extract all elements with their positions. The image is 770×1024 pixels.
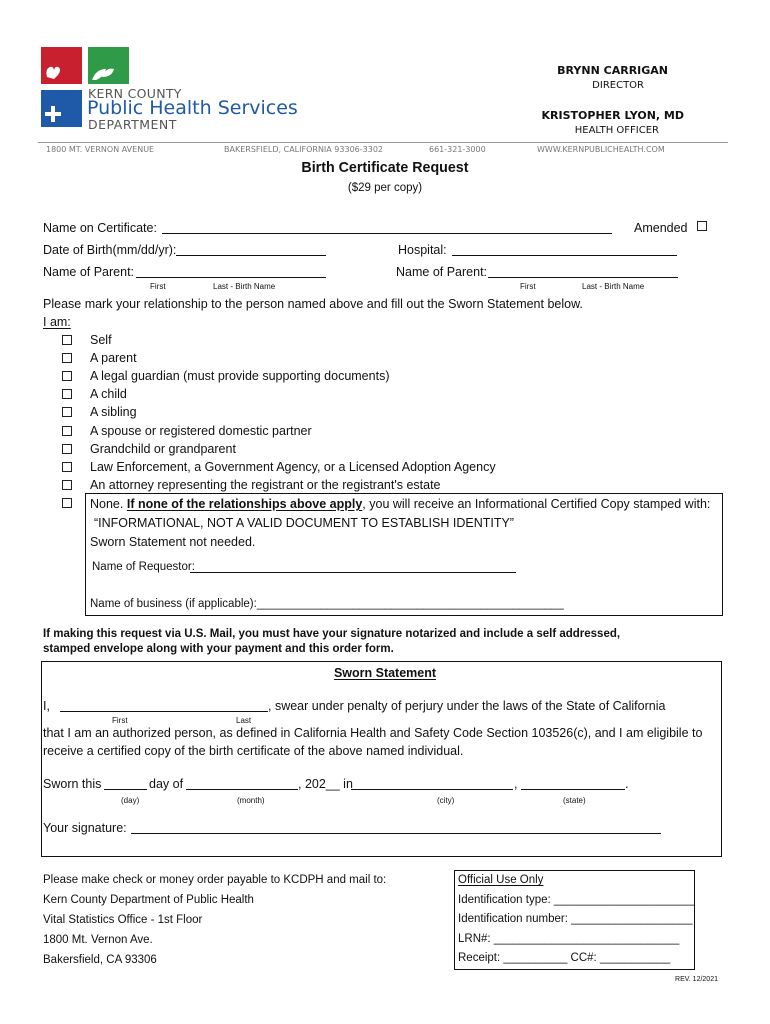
officer-title: HEALTH OFFICER — [574, 125, 659, 136]
logo-line-1: KERN COUNTY — [88, 86, 182, 101]
relationship-none-checkbox[interactable] — [62, 498, 72, 508]
dob-label: Date of Birth(mm/dd/yr): — [43, 243, 177, 257]
logo-line-2: Public Health Services — [87, 97, 298, 119]
mail-to-block — [43, 874, 386, 974]
sworn-comma: , — [514, 777, 518, 791]
month-caption: (month) — [237, 796, 265, 805]
mail-line: Kern County Department of Public Health — [43, 894, 254, 906]
logo-red-square — [41, 47, 82, 84]
medical-cross-icon — [41, 90, 82, 127]
official-use-title: Official Use Only — [458, 874, 544, 886]
parent-2-label: Name of Parent: — [396, 265, 488, 279]
officer-name: KRISTOPHER LYON, MD — [541, 109, 684, 122]
logo-green-square — [88, 47, 129, 84]
parent-1-first-caption: First — [150, 282, 166, 291]
amended-checkbox[interactable] — [697, 221, 707, 231]
sworn-statement-box — [41, 661, 722, 857]
sworn-name-field[interactable] — [60, 711, 268, 712]
logo-line-3: DEPARTMENT — [88, 117, 177, 132]
sworn-day-field[interactable] — [104, 789, 147, 790]
sworn-title: Sworn Statement — [333, 666, 437, 680]
relationship-checkbox[interactable] — [62, 371, 72, 381]
sworn-year-label: , 202__ in — [298, 777, 353, 791]
mail-line: 1800 Mt. Vernon Ave. — [43, 934, 153, 946]
relationship-label: A parent — [90, 351, 137, 365]
relationship-checkbox[interactable] — [62, 335, 72, 345]
none-stamp-text: “INFORMATIONAL, NOT A VALID DOCUMENT TO ESTABLISH IDENTITY” — [94, 516, 514, 530]
mail-line: Vital Statistics Office - 1st Floor — [43, 914, 203, 926]
parent-2-field[interactable] — [488, 277, 678, 278]
hospital-field[interactable] — [452, 255, 677, 256]
director-title: DIRECTOR — [592, 80, 644, 91]
parent-2-last-caption: Last - Birth Name — [582, 282, 645, 291]
name-on-cert-label: Name on Certificate: — [43, 221, 157, 235]
business-label[interactable]: Name of business (if applicable):________________________________________________ — [90, 598, 564, 610]
none-sworn-text: Sworn Statement not needed. — [90, 535, 256, 549]
parent-1-last-caption: Last - Birth Name — [213, 282, 276, 291]
none-option-text: None. If none of the relationships above apply, you will receive an Informational Certified Copy stamped with: — [90, 497, 711, 511]
official-id-number: Identification number: ___________________ — [458, 913, 693, 925]
sworn-line-3: receive a certified copy of the birth certificate of the above named individual. — [43, 744, 464, 758]
relationship-checkbox[interactable] — [62, 444, 72, 454]
address-phone: 661-321-3000 — [429, 145, 486, 154]
sworn-month-field[interactable] — [186, 789, 298, 790]
sworn-swear-text: , swear under penalty of perjury under the laws of the State of California — [268, 699, 666, 713]
parent-2-first-caption: First — [520, 282, 536, 291]
state-caption: (state) — [563, 796, 586, 805]
sworn-period: . — [625, 777, 629, 791]
official-lrn: LRN#: _____________________________ — [458, 933, 680, 945]
relationship-label: Law Enforcement, a Government Agency, or a Licensed Adoption Agency — [90, 460, 496, 474]
address-street: 1800 MT. VERNON AVENUE — [46, 145, 155, 154]
signature-field[interactable] — [131, 833, 661, 834]
form-title: Birth Certificate Request — [301, 159, 469, 176]
relationship-label: Self — [90, 333, 112, 347]
logo-blue-square — [41, 90, 82, 127]
relationship-label: A spouse or registered domestic partner — [90, 424, 312, 438]
requestor-label: Name of Requestor: — [92, 561, 195, 573]
sworn-state-field[interactable] — [521, 789, 625, 790]
day-caption: (day) — [121, 796, 140, 805]
dob-field[interactable] — [176, 255, 326, 256]
heart-hand-icon — [41, 47, 82, 84]
relationship-checkbox[interactable] — [62, 462, 72, 472]
relationship-label: A child — [90, 387, 127, 401]
i-am-label: I am: — [43, 315, 71, 329]
relationship-instruction: Please mark your relationship to the person named above and fill out the Sworn Statement below. — [43, 297, 583, 311]
relationship-label: A legal guardian (must provide supporting documents) — [90, 369, 390, 383]
official-id-type: Identification type: ______________________ — [458, 894, 695, 906]
sworn-city-field[interactable] — [351, 789, 513, 790]
relationship-label: A sibling — [90, 405, 137, 419]
relationship-checkbox[interactable] — [62, 389, 72, 399]
parent-1-field[interactable] — [136, 277, 326, 278]
amended-label: Amended — [634, 221, 688, 235]
official-receipt: Receipt: __________ CC#: ___________ — [458, 952, 671, 964]
sworn-last-caption: Last — [236, 716, 252, 725]
requestor-field[interactable] — [190, 572, 516, 573]
relationship-checkbox[interactable] — [62, 480, 72, 490]
address-web: WWW.KERNPUBLICHEALTH.COM — [537, 145, 665, 154]
parent-1-label: Name of Parent: — [43, 265, 135, 279]
leaf-icon — [88, 47, 129, 84]
revision-note: REV. 12/2021 — [675, 976, 718, 983]
director-name: BRYNN CARRIGAN — [557, 64, 668, 77]
sworn-i: I, — [43, 699, 50, 713]
relationship-checkbox[interactable] — [62, 426, 72, 436]
name-on-cert-field[interactable] — [162, 233, 612, 234]
relationship-checkbox[interactable] — [62, 407, 72, 417]
sworn-this-label: Sworn this — [43, 777, 102, 791]
price-note: ($29 per copy) — [347, 182, 423, 194]
mail-line: Please make check or money order payable to KCDPH and mail to: — [43, 874, 387, 886]
signature-label: Your signature: — [43, 821, 127, 835]
address-bar — [38, 142, 728, 159]
relationship-label: Grandchild or grandparent — [90, 442, 236, 456]
day-of-label: day of — [149, 777, 184, 791]
address-city: BAKERSFIELD, CALIFORNIA 93306-3302 — [224, 145, 384, 154]
mail-notice: If making this request via U.S. Mail, you must have your signature notarized and include a self addressed, stamped envelope along with your payment and this order form. — [43, 628, 621, 655]
city-caption: (city) — [437, 796, 455, 805]
hospital-label: Hospital: — [398, 243, 447, 257]
mail-line: Bakersfield, CA 93306 — [43, 954, 157, 966]
relationship-label: An attorney representing the registrant or the registrant's estate — [90, 478, 441, 492]
sworn-first-caption: First — [112, 716, 128, 725]
sworn-line-2: that I am an authorized person, as defined in California Health and Safety Code Section 103526(c), and I am eligibile to — [43, 726, 703, 740]
relationship-checkbox[interactable] — [62, 353, 72, 363]
